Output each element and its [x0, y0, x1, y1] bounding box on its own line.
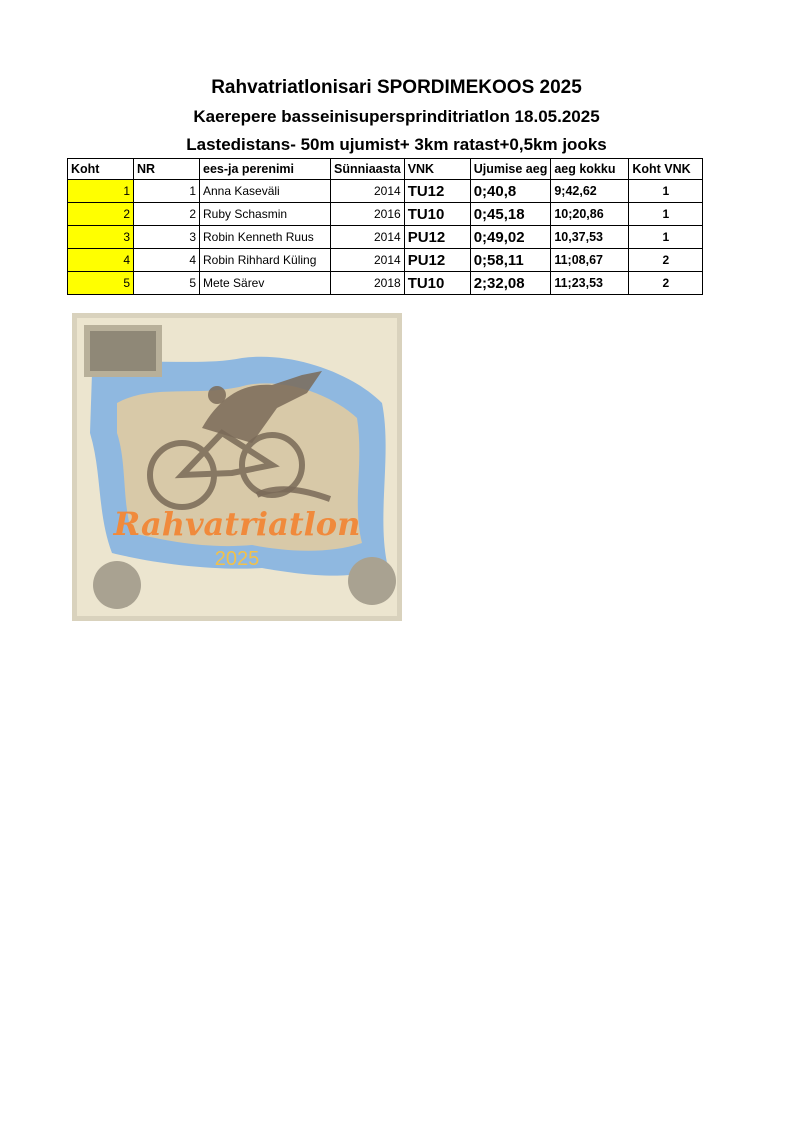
cell-total: 10;20,86	[551, 203, 629, 226]
cell-nr: 4	[134, 249, 200, 272]
cell-year: 2014	[331, 226, 405, 249]
cell-total: 11;08,67	[551, 249, 629, 272]
header-vnk: VNK	[404, 159, 470, 180]
header-koht: Koht	[68, 159, 134, 180]
cell-name: Mete Särev	[200, 272, 331, 295]
cell-koht: 3	[68, 226, 134, 249]
cell-nr: 3	[134, 226, 200, 249]
cell-koht-vnk: 2	[629, 249, 703, 272]
distance-title: Lastedistans- 50m ujumist+ 3km ratast+0,5km jooks	[186, 135, 607, 154]
logo-text: Rahvatriatlon	[113, 505, 361, 543]
cell-total: 9;42,62	[551, 180, 629, 203]
cell-vnk: TU12	[404, 180, 470, 203]
cell-koht: 1	[68, 180, 134, 203]
cell-nr: 5	[134, 272, 200, 295]
vignette-bottom-left	[93, 561, 141, 609]
header-koht-vnk: Koht VNK	[629, 159, 703, 180]
header-row	[68, 159, 703, 180]
cell-vnk: TU10	[404, 272, 470, 295]
cell-vnk: TU10	[404, 203, 470, 226]
cell-year: 2014	[331, 249, 405, 272]
cell-name: Robin Kenneth Ruus	[200, 226, 331, 249]
table-row	[68, 272, 703, 295]
cell-koht: 5	[68, 272, 134, 295]
cell-swim: 0;58,11	[470, 249, 551, 272]
cell-nr: 2	[134, 203, 200, 226]
cell-nr: 1	[134, 180, 200, 203]
series-title: Rahvatriatlonisari SPORDIMEKOOS 2025	[211, 77, 582, 98]
cell-vnk: PU12	[404, 249, 470, 272]
cell-swim: 0;45,18	[470, 203, 551, 226]
cell-swim: 2;32,08	[470, 272, 551, 295]
table-row	[68, 180, 703, 203]
logo-year: 2025	[214, 548, 260, 570]
table-row	[68, 203, 703, 226]
cell-koht: 2	[68, 203, 134, 226]
cell-total: 11;23,53	[551, 272, 629, 295]
cell-year: 2018	[331, 272, 405, 295]
cell-vnk: PU12	[404, 226, 470, 249]
vignette-bottom-right	[348, 557, 396, 605]
header-swim: Ujumise aeg	[470, 159, 551, 180]
results-table	[67, 158, 703, 295]
header-total: aeg kokku	[551, 159, 629, 180]
cell-koht: 4	[68, 249, 134, 272]
rider-head-icon	[208, 386, 226, 404]
cell-koht-vnk: 1	[629, 180, 703, 203]
rahvatriatlon-logo	[72, 313, 402, 621]
header-nr: NR	[134, 159, 200, 180]
table-row	[68, 226, 703, 249]
cell-swim: 0;49,02	[470, 226, 551, 249]
cell-name: Anna Kaseväli	[200, 180, 331, 203]
cell-total: 10,37,53	[551, 226, 629, 249]
event-title: Kaerepere basseinisupersprinditriatlon 18.05.2025	[193, 107, 600, 126]
cell-name: Robin Rihhard Küling	[200, 249, 331, 272]
cell-koht-vnk: 1	[629, 203, 703, 226]
cell-koht-vnk: 2	[629, 272, 703, 295]
header-name: ees-ja perenimi	[200, 159, 331, 180]
cell-swim: 0;40,8	[470, 180, 551, 203]
table-row	[68, 249, 703, 272]
cell-year: 2016	[331, 203, 405, 226]
header-year: Sünniaasta	[331, 159, 405, 180]
cell-name: Ruby Schasmin	[200, 203, 331, 226]
cell-year: 2014	[331, 180, 405, 203]
cell-koht-vnk: 1	[629, 226, 703, 249]
vignette-building-inner	[90, 331, 156, 371]
